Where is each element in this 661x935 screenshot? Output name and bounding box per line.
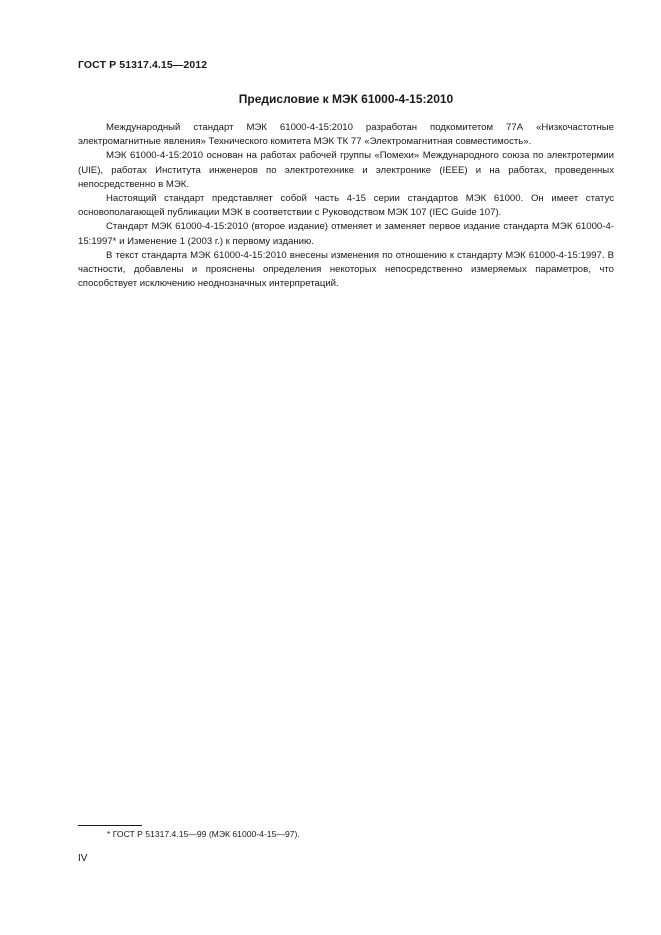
footnote-divider bbox=[78, 825, 142, 826]
paragraph: МЭК 61000-4-15:2010 основан на работах рабочей группы «Помехи» Международного союза по электротермии (UIE), работах Института инженеров по электротехнике и электронике (IEEE) и на работах, проведенных непосредственно в МЭК. bbox=[78, 150, 614, 190]
document-header-code: ГОСТ Р 51317.4.15—2012 bbox=[78, 59, 208, 71]
footnote: * ГОСТ Р 51317.4.15—99 (МЭК 61000-4-15—97). bbox=[107, 829, 300, 839]
paragraph: Стандарт МЭК 61000-4-15:2010 (второе издание) отменяет и заменяет первое издание стандарта МЭК 61000-4-15:1997* и Изменение 1 (2003 г.) к первому изданию. bbox=[78, 221, 614, 247]
body-text bbox=[78, 121, 614, 291]
paragraph: В текст стандарта МЭК 61000-4-15:2010 внесены изменения по отношению к стандарту МЭК 61000-4-15:1997. В частности, добавлены и прояснены определения некоторых непосредственно измеряемых параметров, что способствует исключению неоднозначных интерпретаций. bbox=[78, 249, 614, 290]
section-title: Предисловие к МЭК 61000-4-15:2010 bbox=[238, 92, 454, 106]
page-number: IV bbox=[78, 853, 88, 864]
paragraph: Настоящий стандарт представляет собой часть 4-15 серии стандартов МЭК 61000. Он имеет статус основополагающей публикации МЭК в соответствии с Руководством МЭК 107 (IEC Guide 107). bbox=[78, 193, 614, 219]
paragraph: Международный стандарт МЭК 61000-4-15:2010 разработан подкомитетом 77А «Низкочастотные электромагнитные явления» Технического комитета МЭК ТК 77 «Электромагнитная совместимость». bbox=[78, 122, 614, 148]
